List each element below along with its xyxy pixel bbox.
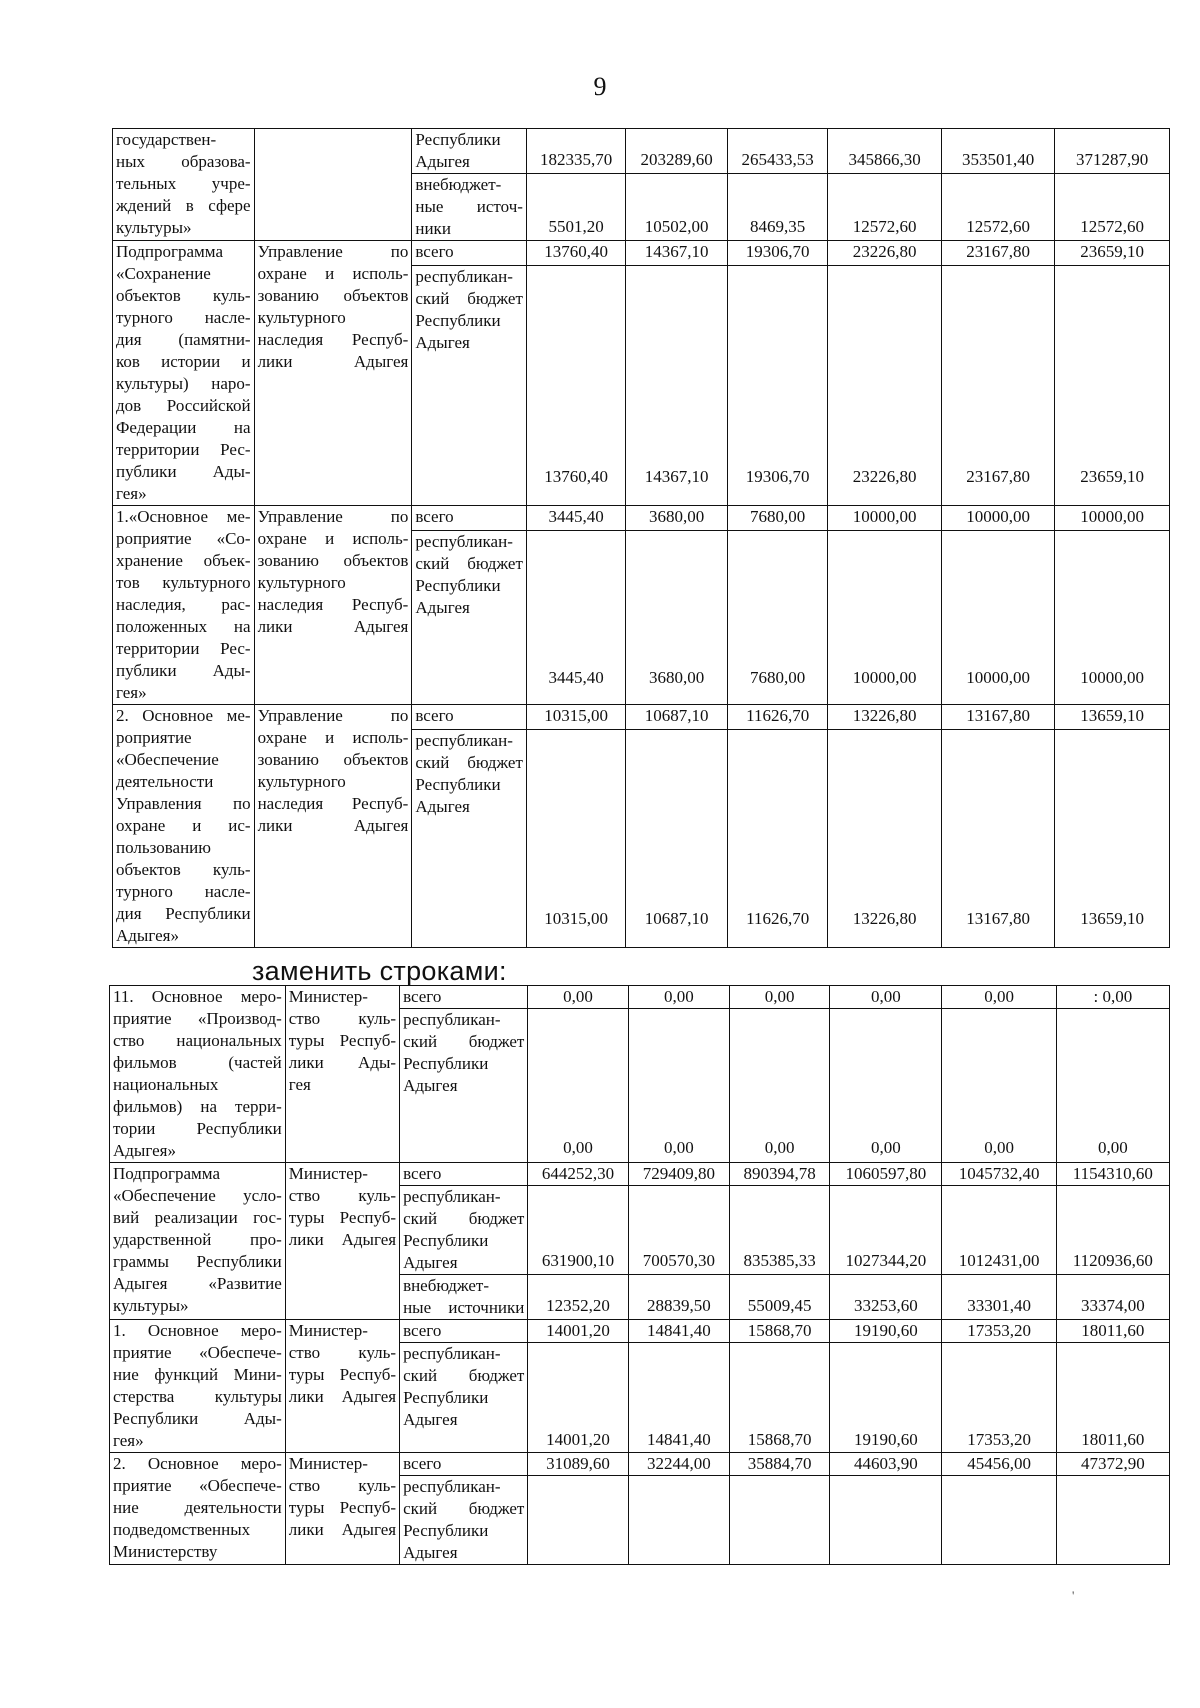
amount-value: 835385,33	[743, 1251, 816, 1270]
amount-value: 14367,10	[644, 466, 709, 486]
amount-cell	[942, 1186, 1056, 1275]
table-row	[113, 506, 1170, 531]
funding-source-cell: Республики Адыгея	[412, 129, 527, 174]
amount-value: 47372,90	[1080, 1454, 1145, 1473]
amount-cell	[1056, 1476, 1169, 1565]
amount-value: 10315,00	[544, 706, 608, 725]
amount-cell	[730, 1320, 830, 1343]
amount-value: 1120936,60	[1072, 1251, 1153, 1270]
executor-cell: Министер- ство куль- туры Респуб- лики Адыгея	[285, 1163, 399, 1320]
amount-cell	[626, 265, 728, 505]
amount-value: 10687,10	[644, 908, 709, 928]
program-name-cell: 1.«Основное ме- роприятие «Со- хранение объек- тов культурного наследия, рас- положенных на территории Рес- публики Ады- гея»	[113, 506, 255, 705]
amount-value: 13760,40	[544, 466, 608, 486]
amount-cell	[1055, 506, 1170, 531]
amount-cell	[830, 1453, 942, 1476]
amount-cell	[1055, 705, 1170, 730]
funding-source-cell: республикан- ский бюджет Республики Адыгея	[400, 1186, 528, 1275]
amount-cell	[830, 986, 942, 1009]
amount-cell	[941, 506, 1054, 531]
amount-cell	[626, 531, 728, 705]
funding-source-cell: республикан- ский бюджет Республики Адыгея	[412, 729, 527, 947]
amount-value: : 0,00	[1093, 987, 1133, 1006]
amount-cell	[526, 129, 625, 174]
amount-value: 1154310,60	[1072, 1164, 1153, 1183]
funding-source-cell: внебюджет- ные источ- ники	[412, 174, 527, 241]
program-name-cell: государствен- ных образова- тельных учре- ждений в сфере культуры»	[113, 129, 255, 241]
amount-value: 345866,30	[848, 150, 921, 169]
amount-cell	[1055, 129, 1170, 174]
amount-value: 45456,00	[967, 1454, 1031, 1473]
amount-value: 12352,20	[546, 1296, 610, 1315]
amount-cell	[941, 729, 1054, 947]
amount-cell	[1055, 729, 1170, 947]
amount-cell	[942, 1163, 1056, 1186]
amount-value: 33374,00	[1080, 1296, 1145, 1315]
amount-value: 13659,10	[1080, 908, 1145, 928]
amount-cell	[1055, 531, 1170, 705]
amount-value: 13167,80	[966, 706, 1030, 725]
amount-cell	[828, 729, 941, 947]
amount-value: 631900,10	[541, 1251, 615, 1270]
amount-cell	[828, 506, 941, 531]
amount-cell	[526, 265, 625, 505]
amount-value: 10000,00	[852, 668, 917, 687]
amount-cell	[528, 986, 628, 1009]
amount-cell	[942, 1343, 1056, 1453]
amount-cell	[628, 1186, 729, 1275]
amount-value: 32244,00	[646, 1454, 711, 1473]
amount-cell	[942, 1476, 1056, 1565]
amount-value: 14001,20	[546, 1430, 610, 1449]
amount-value: 15868,70	[747, 1430, 812, 1449]
amount-value: 10000,00	[1080, 668, 1145, 687]
amount-cell	[828, 174, 941, 241]
funding-source-cell: всего	[400, 1320, 528, 1343]
amount-cell	[1055, 241, 1170, 266]
amount-cell	[526, 174, 625, 241]
amount-value: 19190,60	[853, 1430, 918, 1449]
funding-source-cell: всего	[412, 241, 527, 266]
amount-value: 13226,80	[852, 908, 917, 928]
amount-value: 23226,80	[852, 242, 917, 261]
amount-value: 3680,00	[648, 668, 705, 687]
amount-value: 23226,80	[852, 466, 917, 486]
amount-value: 3445,40	[548, 507, 604, 526]
amount-value: 265433,53	[741, 150, 814, 169]
table-row	[110, 1453, 1170, 1476]
amount-value: 1012431,00	[958, 1251, 1040, 1270]
funding-source-cell: республикан- ский бюджет Республики Адыгея	[412, 531, 527, 705]
amount-value: 0,00	[563, 987, 593, 1006]
amount-value: 3680,00	[648, 507, 705, 526]
amount-cell	[730, 986, 830, 1009]
program-name-cell: 2. Основное ме- роприятие «Обеспечение деятельности Управления по охране и ис- пользованию объектов куль- турного насле- дия Республики Адыгея»	[113, 705, 255, 948]
amount-cell	[528, 1275, 628, 1320]
amount-cell	[528, 1476, 628, 1565]
amount-cell	[730, 1453, 830, 1476]
amount-cell	[727, 705, 828, 730]
amount-cell	[628, 1320, 729, 1343]
funding-source-cell: всего	[400, 1453, 528, 1476]
amount-cell	[628, 1275, 729, 1320]
amount-value: 371287,90	[1076, 150, 1149, 169]
amount-cell	[941, 531, 1054, 705]
amount-cell	[526, 705, 625, 730]
amount-value: 14841,40	[646, 1430, 711, 1449]
budget-table-original	[112, 128, 1170, 948]
amount-value: 182335,70	[539, 150, 613, 169]
amount-value: 0,00	[764, 987, 795, 1006]
amount-value: 10315,00	[544, 908, 608, 928]
amount-cell	[1056, 1275, 1169, 1320]
amount-value: 10000,00	[966, 668, 1030, 687]
executor-cell: Управление по охране и исполь- зованию объектов культурного наследия Респуб- лики Адыгея	[254, 506, 412, 705]
amount-value: 353501,40	[961, 150, 1035, 169]
executor-cell	[254, 129, 412, 241]
amount-cell	[941, 241, 1054, 266]
amount-value: 11626,70	[746, 706, 810, 725]
amount-cell	[727, 174, 828, 241]
amount-cell	[1056, 1320, 1169, 1343]
amount-value: 31089,60	[546, 1454, 610, 1473]
amount-value: 1060597,80	[845, 1164, 927, 1183]
amount-value: 55009,45	[747, 1296, 812, 1315]
amount-value: 1045732,40	[958, 1164, 1040, 1183]
amount-cell	[730, 1476, 830, 1565]
amount-cell	[942, 986, 1056, 1009]
amount-cell	[626, 129, 728, 174]
amount-value: 19190,60	[853, 1321, 918, 1340]
amount-cell	[528, 1453, 628, 1476]
program-name-cell: 1. Основное меро- приятие «Обеспече- ние функций Мини- стерства культуры Республики Ады- гея»	[110, 1320, 286, 1453]
amount-value: 0,00	[984, 1138, 1014, 1158]
amount-value: 0,00	[1097, 1138, 1128, 1158]
amount-value: 3445,40	[548, 668, 604, 687]
amount-cell	[626, 241, 728, 266]
amount-cell	[628, 1476, 729, 1565]
amount-cell	[830, 1320, 942, 1343]
amount-value: 15868,70	[747, 1321, 812, 1340]
amount-cell	[628, 1453, 729, 1476]
amount-cell	[730, 1009, 830, 1163]
amount-cell	[626, 705, 728, 730]
amount-value: 12572,60	[852, 217, 917, 236]
amount-cell	[830, 1009, 942, 1163]
amount-cell	[941, 174, 1054, 241]
amount-cell	[626, 506, 728, 531]
amount-value: 10000,00	[852, 507, 917, 526]
program-name-cell: Подпрограмма «Обеспечение усло- вий реализации гос- ударственной про- граммы Республики Адыгея «Развитие культуры»	[110, 1163, 286, 1320]
amount-value: 0,00	[870, 1138, 901, 1158]
amount-cell	[727, 506, 828, 531]
amount-value: 14841,40	[646, 1321, 711, 1340]
amount-value: 28839,50	[646, 1296, 711, 1315]
amount-cell	[830, 1275, 942, 1320]
amount-cell	[626, 174, 728, 241]
amount-value: 23659,10	[1080, 242, 1145, 261]
amount-cell	[526, 729, 625, 947]
amount-value: 0,00	[663, 1138, 694, 1158]
amount-cell	[1055, 265, 1170, 505]
amount-cell	[727, 531, 828, 705]
executor-cell: Управление по охране и исполь- зованию объектов культурного наследия Респуб- лики Адыгея	[254, 705, 412, 948]
amount-value: 44603,90	[853, 1454, 918, 1473]
amount-value: 11626,70	[746, 908, 810, 928]
table-row	[110, 986, 1170, 1009]
amount-value: 19306,70	[745, 242, 810, 261]
table-row	[113, 705, 1170, 730]
amount-value: 10000,00	[966, 507, 1030, 526]
amount-cell	[1056, 1163, 1169, 1186]
funding-source-cell: республикан- ский бюджет Республики Адыгея	[400, 1343, 528, 1453]
amount-cell	[628, 1009, 729, 1163]
amount-value: 23659,10	[1080, 466, 1145, 486]
program-name-cell: 2. Основное меро- приятие «Обеспече- ние деятельности подведомственных Министерству	[110, 1453, 286, 1565]
amount-value: 33301,40	[967, 1296, 1031, 1315]
amount-cell	[730, 1275, 830, 1320]
amount-cell	[528, 1163, 628, 1186]
amount-cell	[526, 506, 625, 531]
amount-value: 17353,20	[967, 1430, 1031, 1449]
amount-cell	[941, 705, 1054, 730]
funding-source-cell: всего	[412, 506, 527, 531]
amount-value: 5501,20	[548, 217, 604, 236]
funding-source-cell: республикан- ский бюджет Республики Адыгея	[412, 265, 527, 505]
amount-cell	[1056, 1453, 1169, 1476]
amount-value: 729409,80	[642, 1164, 715, 1183]
program-name-cell: 11. Основное меро- приятие «Производ- ство национальных фильмов (частей национальных фильмов) на терри- тории Республики Адыгея»	[110, 986, 286, 1163]
amount-cell	[941, 129, 1054, 174]
replace-heading: заменить строками:	[252, 956, 507, 986]
funding-source-cell: республикан- ский бюджет Республики Адыгея	[400, 1476, 528, 1565]
amount-cell	[526, 241, 625, 266]
amount-value: 0,00	[870, 987, 901, 1006]
amount-cell	[727, 729, 828, 947]
amount-cell	[1056, 1186, 1169, 1275]
amount-value: 0,00	[764, 1138, 795, 1158]
amount-cell	[628, 1343, 729, 1453]
amount-cell	[528, 1009, 628, 1163]
amount-cell	[942, 1320, 1056, 1343]
amount-value: 23167,80	[966, 242, 1030, 261]
amount-cell	[730, 1343, 830, 1453]
table-row	[110, 1320, 1170, 1343]
executor-cell: Министер- ство куль- туры Респуб- лики Адыгея	[285, 1453, 399, 1565]
amount-value: 8469,35	[750, 217, 806, 236]
amount-value: 13226,80	[852, 706, 917, 725]
amount-cell	[628, 1163, 729, 1186]
amount-value: 7680,00	[750, 507, 806, 526]
amount-value: 644252,30	[541, 1164, 615, 1183]
amount-value: 12572,60	[966, 217, 1030, 236]
amount-value: 10000,00	[1080, 507, 1145, 526]
amount-cell	[942, 1009, 1056, 1163]
amount-cell	[828, 705, 941, 730]
amount-cell	[1056, 1009, 1169, 1163]
amount-value: 890394,78	[743, 1164, 816, 1183]
amount-cell	[528, 1343, 628, 1453]
amount-cell	[1056, 986, 1169, 1009]
amount-value: 17353,20	[967, 1321, 1031, 1340]
funding-source-cell: внебюджет- ные источники	[400, 1275, 528, 1320]
amount-value: 700570,30	[642, 1251, 715, 1270]
amount-cell	[528, 1186, 628, 1275]
budget-table-replacement	[109, 985, 1170, 1565]
funding-source-cell: республикан- ский бюджет Республики Адыгея	[400, 1009, 528, 1163]
amount-cell	[828, 265, 941, 505]
page-number: 9	[593, 72, 607, 101]
amount-cell	[528, 1320, 628, 1343]
amount-value: 7680,00	[750, 668, 806, 687]
amount-cell	[727, 265, 828, 505]
amount-value: 13659,10	[1080, 706, 1145, 725]
amount-cell	[828, 241, 941, 266]
executor-cell: Управление по охране и исполь- зованию объектов культурного наследия Респуб- лики Адыгея	[254, 241, 412, 506]
amount-value: 0,00	[663, 987, 694, 1006]
amount-cell	[942, 1453, 1056, 1476]
amount-cell	[727, 241, 828, 266]
amount-value: 35884,70	[747, 1454, 812, 1473]
amount-cell	[828, 129, 941, 174]
table-row	[110, 1163, 1170, 1186]
amount-value: 14367,10	[644, 242, 709, 261]
amount-value: 13167,80	[966, 908, 1030, 928]
amount-value: 12572,60	[1080, 217, 1145, 236]
amount-cell	[1056, 1343, 1169, 1453]
amount-value: 13760,40	[544, 242, 608, 261]
table-row	[113, 241, 1170, 266]
amount-cell	[727, 129, 828, 174]
amount-value: 10687,10	[644, 706, 709, 725]
amount-value: 23167,80	[966, 466, 1030, 486]
table-row	[113, 129, 1170, 174]
funding-source-cell: всего	[412, 705, 527, 730]
funding-source-cell: всего	[400, 1163, 528, 1186]
amount-cell	[941, 265, 1054, 505]
amount-value: 18011,60	[1081, 1321, 1145, 1340]
amount-cell	[626, 729, 728, 947]
amount-cell	[830, 1186, 942, 1275]
amount-value: 10502,00	[644, 217, 709, 236]
amount-cell	[830, 1343, 942, 1453]
amount-value: 0,00	[563, 1138, 593, 1158]
amount-cell	[526, 531, 625, 705]
amount-cell	[942, 1275, 1056, 1320]
amount-cell	[828, 531, 941, 705]
amount-cell	[730, 1163, 830, 1186]
program-name-cell: Подпрограмма «Сохранение объектов куль- турного насле- дия (памятни- ков истории и культуры) наро- дов Российской Федерации на территории Рес- публики Ады- гея»	[113, 241, 255, 506]
amount-cell	[628, 986, 729, 1009]
amount-value: 14001,20	[546, 1321, 610, 1340]
amount-value: 19306,70	[745, 466, 810, 486]
corner-mark: '	[1072, 1588, 1075, 1603]
amount-cell	[1055, 174, 1170, 241]
amount-cell	[730, 1186, 830, 1275]
executor-cell: Министер- ство куль- туры Респуб- лики Ады- гея	[285, 986, 399, 1163]
amount-cell	[830, 1476, 942, 1565]
amount-value: 33253,60	[853, 1296, 918, 1315]
amount-cell	[830, 1163, 942, 1186]
amount-value: 1027344,20	[845, 1251, 927, 1270]
amount-value: 18011,60	[1081, 1430, 1145, 1449]
amount-value: 0,00	[984, 987, 1014, 1006]
funding-source-cell: всего	[400, 986, 528, 1009]
amount-value: 203289,60	[640, 150, 713, 169]
executor-cell: Министер- ство куль- туры Респуб- лики Адыгея	[285, 1320, 399, 1453]
